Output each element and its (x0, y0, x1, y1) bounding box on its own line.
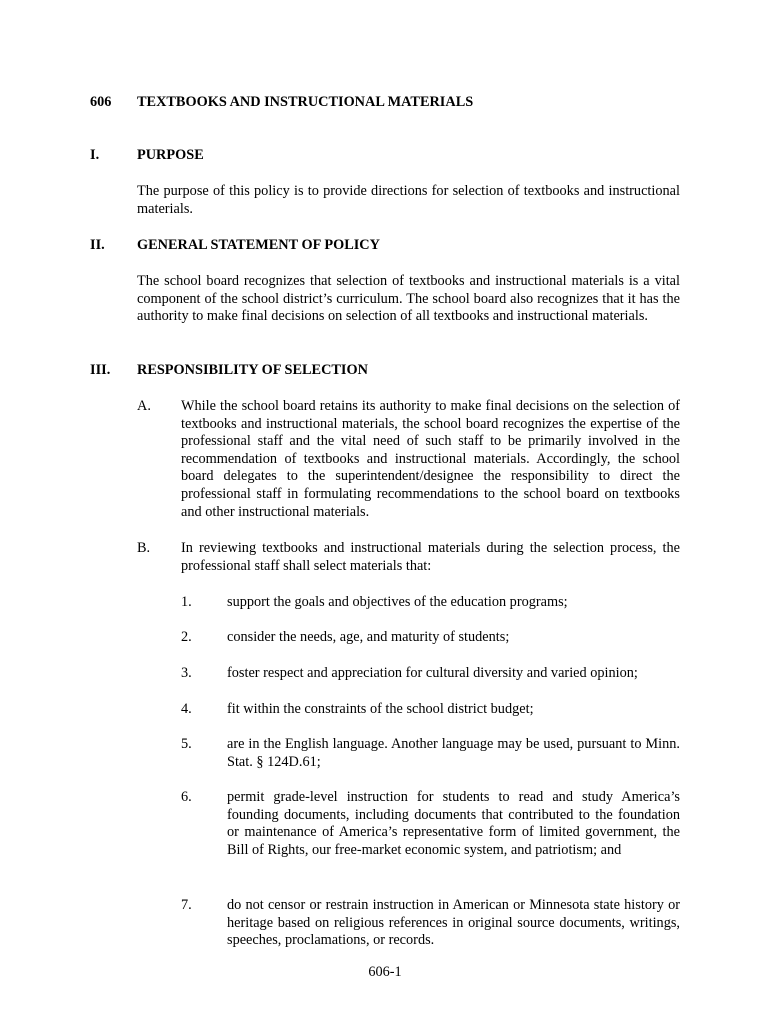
policy-title: TEXTBOOKS AND INSTRUCTIONAL MATERIALS (137, 94, 474, 110)
list-item-5-text: are in the English language. Another language may be used, pursuant to Minn. Stat. § 124D.61; (227, 736, 680, 770)
list-item-3-text: foster respect and appreciation for cultural diversity and varied opinion; (227, 665, 638, 681)
policy-number: 606 (90, 94, 112, 110)
page-number: 606-1 (368, 964, 402, 980)
section-2-body: The school board recognizes that selection of textbooks and instructional materials is a vital component of the school district’s curriculum. The school board also recognizes that it has the authority to make final decisions on selection of all textbooks and instructional materials. (137, 273, 680, 325)
list-item-1-text: support the goals and objectives of the education programs; (227, 594, 568, 610)
list-item-2-text: consider the needs, age, and maturity of students; (227, 629, 510, 645)
section-2-heading: GENERAL STATEMENT OF POLICY (137, 237, 380, 253)
list-item-6-number: 6. (181, 789, 192, 805)
list-item-3-number: 3. (181, 665, 192, 681)
list-item-7-number: 7. (181, 897, 192, 913)
section-3-heading: RESPONSIBILITY OF SELECTION (137, 362, 368, 378)
list-item-4-text: fit within the constraints of the school district budget; (227, 701, 534, 717)
list-item-7-text: do not censor or restrain instruction in American or Minnesota state history or heritage based on religious references in original source documents, writings, speeches, proclamations, or records. (227, 897, 680, 949)
list-item-1-number: 1. (181, 594, 192, 610)
section-1-body: The purpose of this policy is to provide directions for selection of textbooks and instructional materials. (137, 183, 680, 217)
section-1-heading: PURPOSE (137, 147, 204, 163)
list-item-2-number: 2. (181, 629, 192, 645)
list-item-5-number: 5. (181, 736, 192, 752)
subsection-a-letter: A. (137, 398, 151, 414)
list-item-4-number: 4. (181, 701, 192, 717)
section-2-numeral: II. (90, 237, 105, 253)
list-item-6-text: permit grade-level instruction for students to read and study America’s founding documents, including documents that contributed to the foundation or maintenance of America’s representative form of limited government, the Bill of Rights, our free-market economic system, and patriotism; and (227, 789, 680, 858)
section-1-numeral: I. (90, 147, 100, 163)
subsection-b-text: In reviewing textbooks and instructional materials during the selection process, the professional staff shall select materials that: (181, 540, 680, 574)
subsection-a-text: While the school board retains its authority to make final decisions on the selection of textbooks and instructional materials, the school board recognizes the expertise of the professional staff and the vital need of such staff to be primarily involved in the recommendation of textbooks and instructional materials. Accordingly, the school board delegates to the superintendent/designee the responsibility to direct the professional staff in formulating recommendations to the school board on textbooks and other instructional materials. (181, 398, 680, 520)
section-3-numeral: III. (90, 362, 111, 378)
subsection-b-letter: B. (137, 540, 151, 556)
